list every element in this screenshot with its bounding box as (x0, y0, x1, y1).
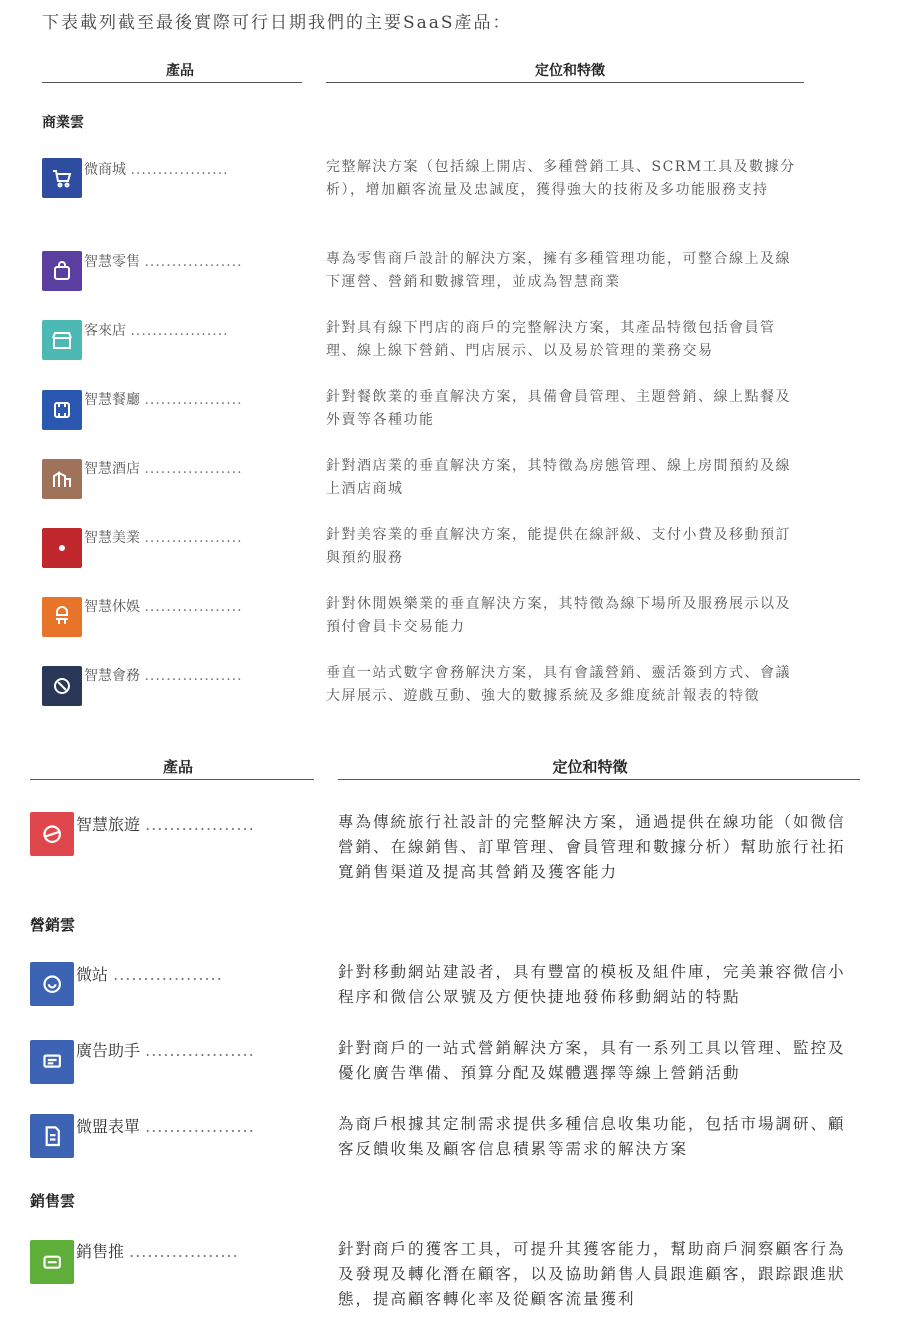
column-header-product-2: 產品 (162, 758, 193, 776)
sales-push-icon (30, 1240, 74, 1284)
product-name: 智慧零售 .................. (84, 254, 243, 270)
product-name: 智慧餐廳 .................. (84, 392, 243, 408)
column-header-features-2: 定位和特徵 (552, 758, 628, 776)
section-sales: 銷售雲 (30, 1192, 76, 1210)
product-name: 智慧會務 .................. (84, 668, 243, 684)
cart-icon (42, 158, 82, 198)
header-rule-features (326, 82, 804, 83)
product-name: 微站 .................. (76, 965, 223, 984)
product-description: 針對餐飲業的垂直解決方案，具備會員管理、主題營銷、線上點餐及外賣等各種功能 (326, 389, 791, 428)
store-icon (42, 320, 82, 360)
product-name: 智慧美業 .................. (84, 530, 243, 546)
product-description: 專為零售商戶設計的解決方案，擁有多種管理功能，可整合線上及線下運營、營銷和數據管理，並成為智慧商業 (326, 251, 791, 290)
product-description: 為商戶根據其定制需求提供多種信息收集功能，包括市場調研、顧客反饋收集及顧客信息積累等需求的解決方案 (338, 1115, 846, 1158)
beauty-icon (42, 528, 82, 568)
product-description: 專為傳統旅行社設計的完整解決方案，通過提供在線功能（如微信營銷、在線銷售、訂單管理、會員管理和數據分析）幫助旅行社拓寬銷售渠道及提高其營銷及獲客能力 (338, 813, 846, 881)
product-description: 垂直一站式數字會務解決方案，具有會議營銷、靈活簽到方式、會議大屏展示、遊戲互動、強大的數據系統及多維度統計報表的特徵 (326, 665, 791, 704)
product-description: 完整解決方案（包括線上開店、多種營銷工具、SCRM工具及數據分析），增加顧客流量及忠誠度，獲得強大的技術及多功能服務支持 (326, 159, 796, 198)
product-name: 智慧旅遊 .................. (76, 815, 255, 834)
product-description: 針對美容業的垂直解決方案，能提供在線評級、支付小費及移動預訂與預約服務 (326, 527, 791, 566)
column-header-features: 定位和特徵 (535, 63, 605, 79)
product-name: 客來店 .................. (84, 323, 229, 339)
conference-icon (42, 666, 82, 706)
header-rule-product-2 (30, 779, 314, 780)
product-name: 微商城 .................. (84, 162, 229, 178)
section-commerce: 商業雲 (42, 115, 84, 131)
product-description: 針對商戶的獲客工具，可提升其獲客能力，幫助商戶洞察顧客行為及發現及轉化潛在顧客，以及協助銷售人員跟進顧客，跟踪跟進狀態，提高顧客轉化率及從顧客流量獲利 (338, 1240, 846, 1308)
section-marketing: 營銷雲 (30, 916, 76, 934)
leisure-icon (42, 597, 82, 637)
product-description: 針對移動網站建設者，具有豐富的模板及組件庫，完美兼容微信小程序和微信公眾號及方便快捷地發佈移動網站的特點 (338, 963, 846, 1006)
product-description: 針對商戶的一站式營銷解決方案，具有一系列工具以管理、監控及優化廣告準備、預算分配及媒體選擇等線上營銷活動 (338, 1039, 846, 1082)
product-description: 針對休閒娛樂業的垂直解決方案，其特徵為線下場所及服務展示以及預付會員卡交易能力 (326, 596, 791, 635)
product-name: 微盟表單 .................. (76, 1117, 255, 1136)
product-description: 針對酒店業的垂直解決方案，其特徵為房態管理、線上房間預約及線上酒店商城 (326, 458, 791, 497)
restaurant-icon (42, 390, 82, 430)
microsite-icon (30, 962, 74, 1006)
product-name: 智慧酒店 .................. (84, 461, 243, 477)
column-header-product: 產品 (166, 63, 194, 79)
retail-bag-icon (42, 251, 82, 291)
header-rule-product (42, 82, 302, 83)
ad-assistant-icon (30, 1040, 74, 1084)
product-name: 廣告助手 .................. (76, 1041, 255, 1060)
travel-icon (30, 812, 74, 856)
intro-text: 下表載列截至最後實際可行日期我們的主要SaaS產品： (42, 13, 512, 33)
form-icon (30, 1114, 74, 1158)
hotel-icon (42, 459, 82, 499)
product-name: 銷售推 .................. (76, 1242, 239, 1261)
product-name: 智慧休娛 .................. (84, 599, 243, 615)
product-description: 針對具有線下門店的商戶的完整解決方案，其產品特徵包括會員管理、線上線下營銷、門店展示、以及易於管理的業務交易 (326, 320, 776, 359)
header-rule-features-2 (338, 779, 860, 780)
